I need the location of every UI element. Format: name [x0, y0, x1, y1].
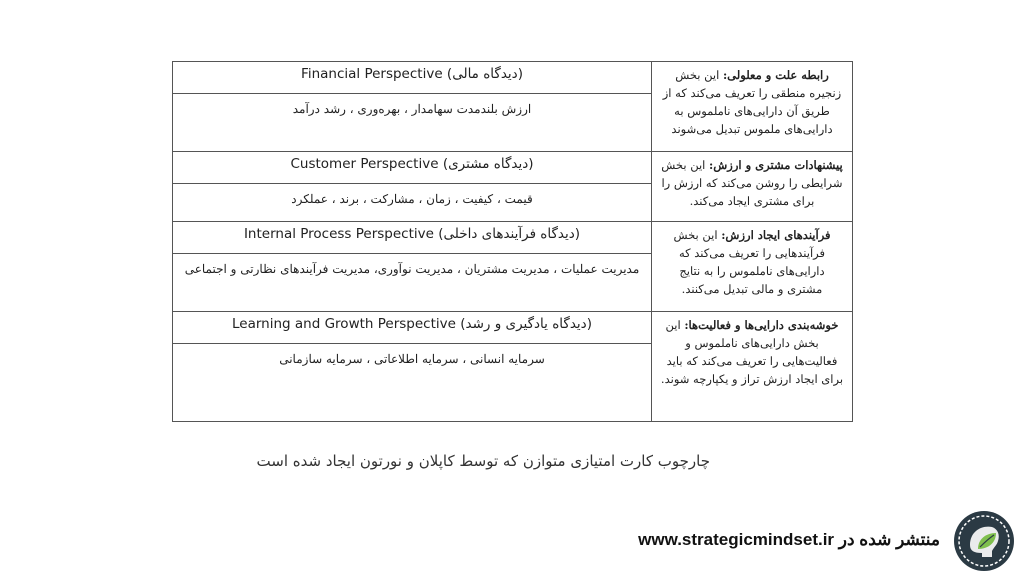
description-cell: [652, 152, 853, 222]
table-row: [173, 222, 853, 312]
published-label: منتشر شده در: [838, 530, 940, 549]
description-cell: [652, 222, 853, 312]
figure-caption: چارچوب کارت امتیازی متوازن که توسط کاپلان و نورتون ایجاد شده است: [256, 452, 710, 470]
perspective-name-en: Learning and Growth Perspective: [232, 316, 456, 332]
perspective-cell: [173, 62, 652, 152]
perspective-name-fa: (دیدگاه مالی): [446, 66, 523, 82]
description-body: این بخش دارایی‌های ناملموس و فعالیت‌هایی را تعریف می‌کند که باید برای ایجاد ارزش تراز و یکپارچه شوند.: [660, 318, 844, 386]
perspective-items: قیمت ، کیفیت ، زمان ، مشارکت ، برند ، عملکرد: [291, 192, 533, 206]
table-row: [173, 62, 853, 152]
balanced-scorecard-table: [172, 61, 853, 422]
description-title: رابطه علت و معلولی:: [722, 68, 829, 82]
description-cell: [652, 62, 853, 152]
description-title: فرآیندهای ایجاد ارزش:: [721, 228, 831, 242]
perspective-title: [173, 222, 651, 254]
description-body: این بخش شرایطی را روشن می‌کند که ارزش را برای مشتری ایجاد می‌کند.: [661, 158, 843, 208]
perspective-title: [173, 152, 651, 184]
perspective-cell: [173, 222, 652, 312]
perspective-items: سرمایه انسانی ، سرمایه اطلاعاتی ، سرمایه سازمانی: [279, 352, 545, 366]
description-cell: [652, 312, 853, 422]
perspective-name-en: Customer Perspective: [290, 156, 439, 172]
brain-leaf-logo-icon: [952, 509, 1016, 573]
perspective-name-en: Internal Process Perspective: [243, 226, 434, 242]
perspective-name-fa: (دیدگاه مشتری): [442, 156, 534, 172]
description-title: پیشنهادات مشتری و ارزش:: [709, 158, 843, 172]
published-in-footer: [600, 530, 940, 550]
description-body: این بخش زنجیره منطقی را تعریف می‌کند که از طریق آن دارایی‌های ناملموس به دارایی‌های ملموس تبدیل می‌شوند: [662, 68, 842, 136]
perspective-title: [173, 312, 651, 344]
table-row: [173, 152, 853, 222]
perspective-name-fa: (دیدگاه فرآیندهای داخلی): [438, 226, 581, 242]
perspective-title: [173, 62, 651, 94]
description-text: [652, 152, 852, 214]
description-body: این بخش فرآیندهایی را تعریف می‌کند که دارایی‌های ناملموس را به نتایج مشتری و مالی تبدیل می‌کنند.: [673, 228, 826, 296]
perspective-items: مدیریت عملیات ، مدیریت مشتریان ، مدیریت نوآوری، مدیریت فرآیندهای نظارتی و اجتماعی: [184, 262, 640, 276]
description-title: خوشه‌بندی دارایی‌ها و فعالیت‌ها:: [684, 318, 839, 332]
description-text: [652, 312, 852, 392]
description-text: [652, 222, 852, 302]
perspective-cell: [173, 312, 652, 422]
website-link[interactable]: www.strategicmindset.ir: [638, 530, 835, 549]
table-row: [173, 312, 853, 422]
perspective-items: ارزش بلندمدت سهامدار ، بهره‌وری ، رشد درآمد: [292, 102, 532, 116]
perspective-name-en: Financial Perspective: [301, 66, 443, 82]
description-text: [652, 62, 852, 142]
perspective-cell: [173, 152, 652, 222]
perspective-name-fa: (دیدگاه یادگیری و رشد): [460, 316, 592, 332]
